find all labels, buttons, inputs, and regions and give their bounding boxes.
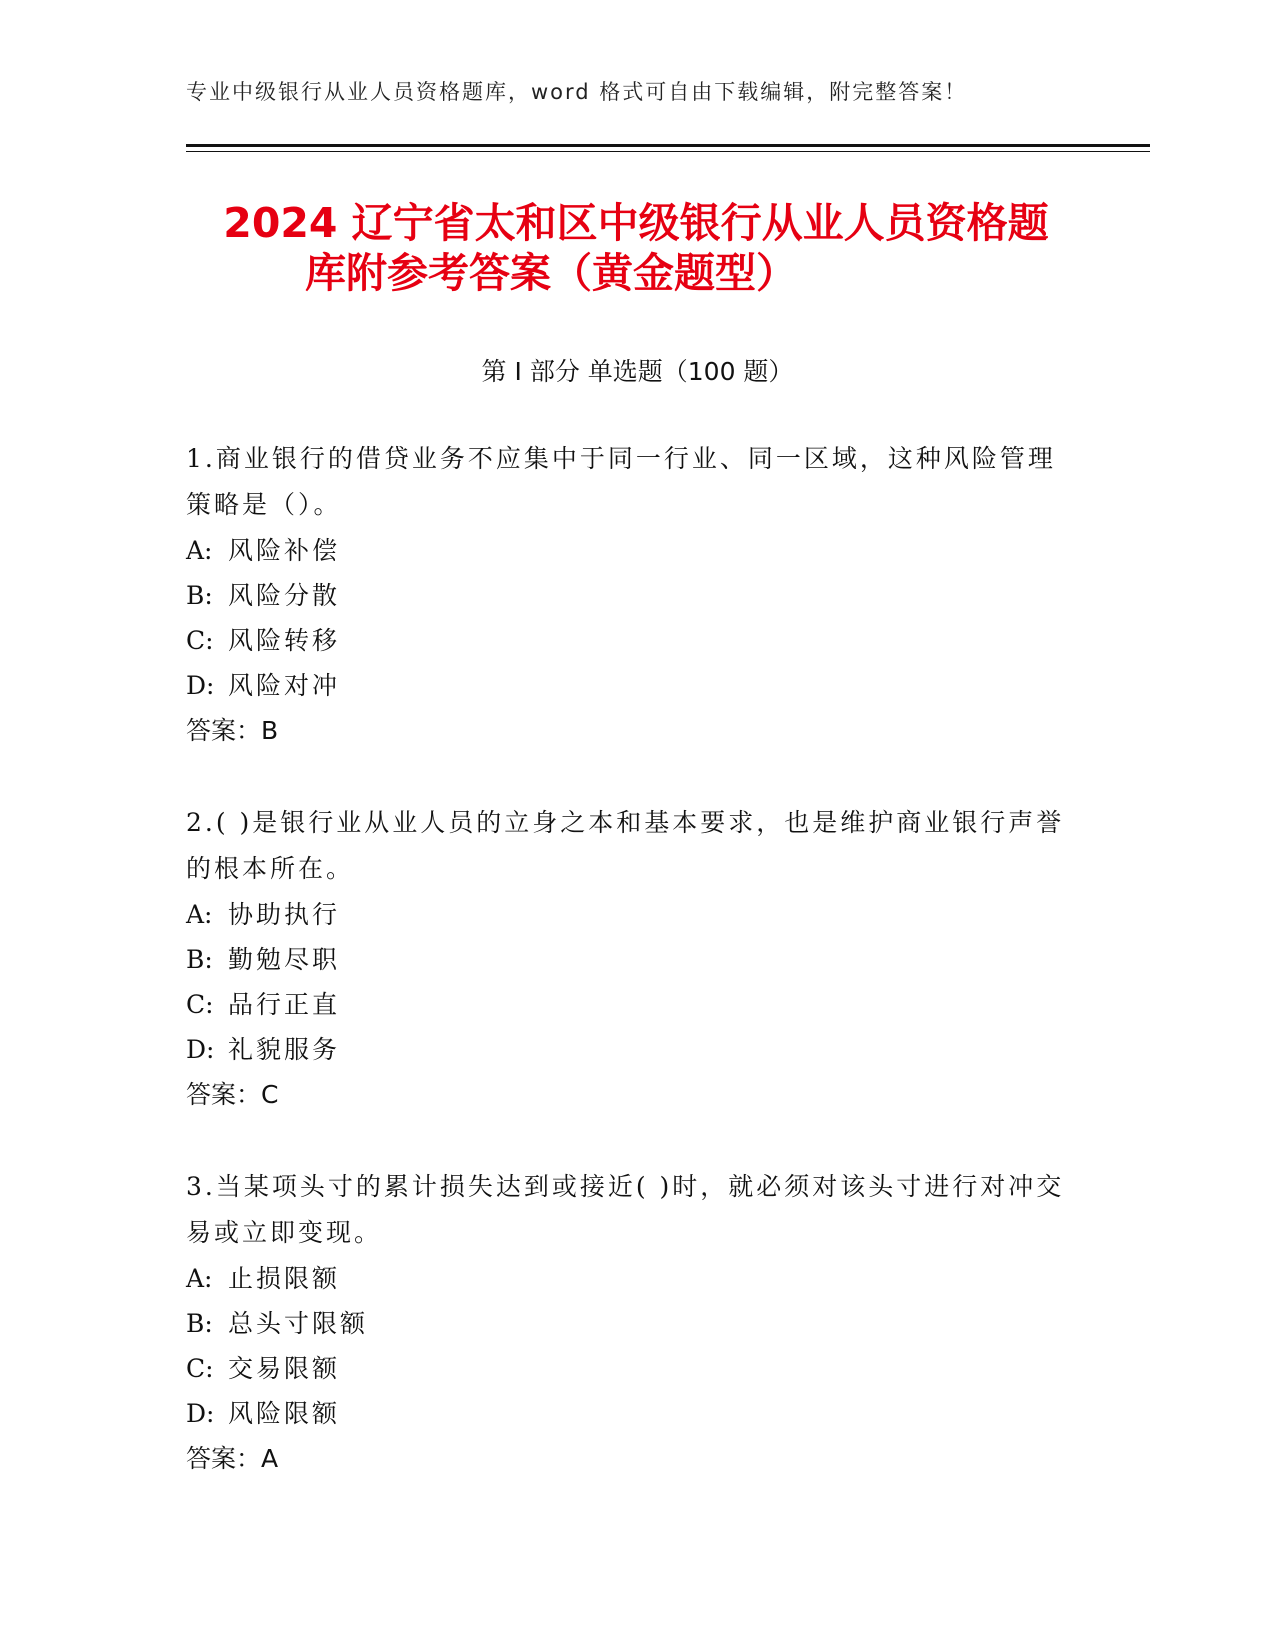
option-letter: D: <box>186 671 215 700</box>
option-letter: D: <box>186 1399 215 1428</box>
question-3 <box>186 1164 1066 1482</box>
document-title <box>186 198 1086 298</box>
option-b <box>186 573 1066 618</box>
header-note: 专业中级银行从业人员资格题库，word 格式可自由下载编辑，附完整答案！ <box>186 80 968 104</box>
answer-line: 答案：C <box>186 1080 279 1109</box>
title-line-1: 2024 辽宁省太和区中级银行从业人员资格题 <box>223 199 1049 247</box>
question-stem: 3.当某项头寸的累计损失达到或接近( )时，就必须对该头寸进行对冲交易或立即变现。 <box>186 1172 1065 1247</box>
option-text: 品行正直 <box>228 990 341 1019</box>
option-text: 协助执行 <box>228 900 341 929</box>
option-a <box>186 892 1066 937</box>
option-letter: A: <box>186 536 213 565</box>
question-stem: 1.商业银行的借贷业务不应集中于同一行业、同一区域，这种风险管理策略是（）。 <box>186 444 1056 519</box>
option-d <box>186 1391 1066 1436</box>
option-d <box>186 663 1066 708</box>
option-d <box>186 1027 1066 1072</box>
option-b <box>186 1301 1066 1346</box>
option-letter: B: <box>186 1309 213 1338</box>
option-letter: B: <box>186 945 213 974</box>
option-a <box>186 1256 1066 1301</box>
option-letter: C: <box>186 990 214 1019</box>
question-list <box>186 436 1066 1528</box>
header-divider-thin <box>186 151 1150 152</box>
option-text: 止损限额 <box>228 1264 341 1293</box>
option-text: 交易限额 <box>228 1354 341 1383</box>
question-2 <box>186 800 1066 1118</box>
section-heading: 第 I 部分 单选题（100 题） <box>481 357 794 386</box>
option-b <box>186 937 1066 982</box>
question-1 <box>186 436 1066 754</box>
option-text: 风险补偿 <box>228 536 341 565</box>
option-a <box>186 528 1066 573</box>
option-text: 风险分散 <box>228 581 341 610</box>
option-text: 勤勉尽职 <box>228 945 341 974</box>
option-letter: C: <box>186 626 214 655</box>
answer-line: 答案：B <box>186 716 279 745</box>
option-letter: A: <box>186 900 213 929</box>
option-c <box>186 1346 1066 1391</box>
option-text: 礼貌服务 <box>228 1035 341 1064</box>
answer-line: 答案：A <box>186 1444 279 1473</box>
option-text: 风险对冲 <box>228 671 341 700</box>
option-letter: D: <box>186 1035 215 1064</box>
option-text: 总头寸限额 <box>228 1309 369 1338</box>
option-letter: B: <box>186 581 213 610</box>
option-text: 风险限额 <box>228 1399 341 1428</box>
header-divider-thick <box>186 144 1150 147</box>
question-stem: 2.( )是银行业从业人员的立身之本和基本要求，也是维护商业银行声誉的根本所在。 <box>186 808 1065 883</box>
option-c <box>186 982 1066 1027</box>
option-c <box>186 618 1066 663</box>
option-letter: C: <box>186 1354 214 1383</box>
title-line-2: 库附参考答案（黄金题型） <box>305 249 797 297</box>
option-letter: A: <box>186 1264 213 1293</box>
option-text: 风险转移 <box>228 626 341 655</box>
